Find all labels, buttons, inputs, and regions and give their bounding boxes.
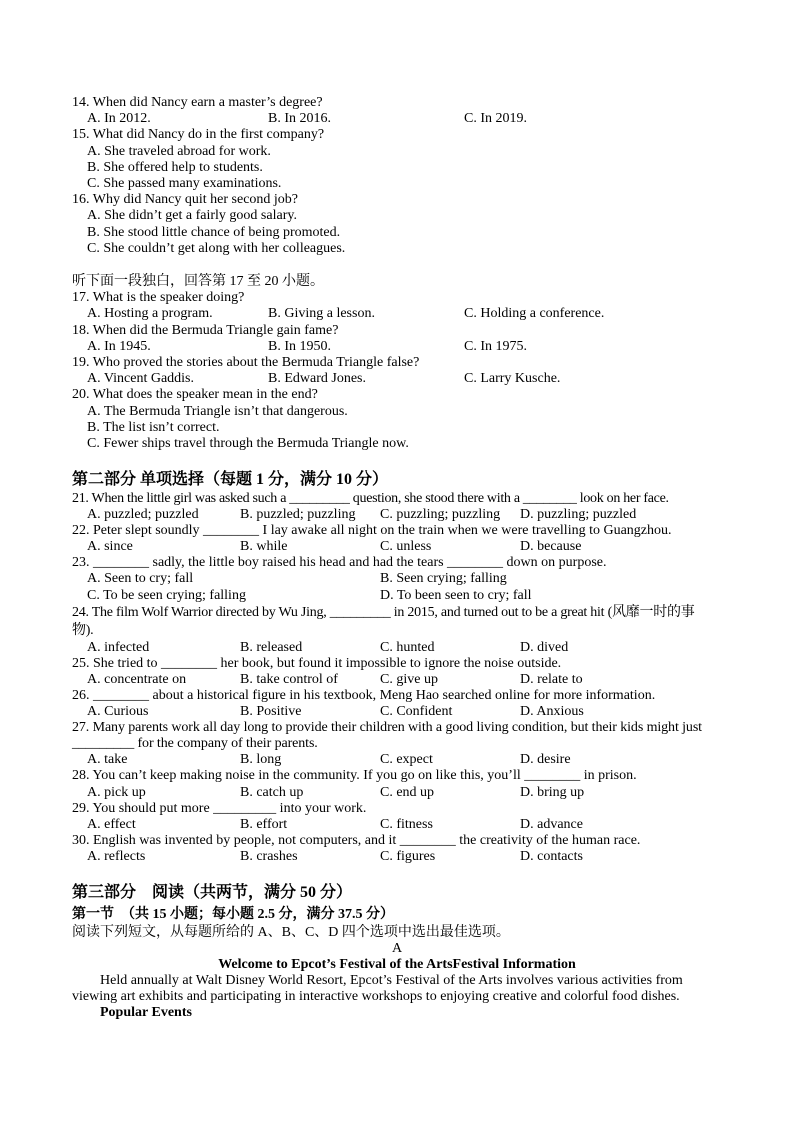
question-29-option-b: B. effort — [240, 816, 288, 832]
passage-label: A — [391, 941, 403, 956]
question-19-option-b: B. Edward Jones. — [268, 371, 366, 387]
question-21-option-c: C. puzzling; puzzling — [380, 507, 501, 523]
question-26-stem: 26. ________ about a historical figure in his textbook, Meng Hao searched online for more information. — [72, 687, 656, 703]
question-15-option-a: A. She traveled abroad for work. — [87, 143, 271, 159]
question-20-stem: 20. What does the speaker mean in the end? — [72, 387, 318, 403]
question-29-option-d: D. advance — [520, 816, 583, 832]
question-21-options — [72, 507, 722, 523]
question-24-option-d: D. dived — [520, 639, 569, 655]
part2-title: 第二部分 单项选择（每题 1 分，满分 10 分） — [72, 471, 389, 488]
question-25-option-b: B. take control of — [240, 671, 338, 687]
part3-section1-title: 第一节 （共 15 小题；每小题 2.5 分，满分 37.5 分） — [72, 907, 394, 922]
question-25-option-d: D. relate to — [520, 671, 583, 687]
question-18-options — [72, 339, 722, 355]
question-26-option-a: A. Curious — [87, 704, 149, 720]
question-15-option-b: B. She offered help to students. — [87, 159, 263, 175]
question-26-option-b: B. Positive — [240, 704, 302, 720]
question-23-option-c: C. To be seen crying; falling — [87, 587, 246, 603]
question-26-option-c: C. Confident — [380, 704, 453, 720]
question-24-option-c: C. hunted — [380, 639, 435, 655]
question-19-options — [72, 371, 722, 387]
question-26-option-d: D. Anxious — [520, 704, 584, 720]
question-28-option-b: B. catch up — [240, 784, 304, 800]
question-27-option-b: B. long — [240, 752, 282, 768]
question-30-stem: 30. English was invented by people, not computers, and it ________ the creativity of the human race. — [72, 832, 641, 848]
question-30-option-a: A. reflects — [87, 848, 146, 864]
question-23-options-row2 — [72, 588, 722, 604]
question-23-option-b: B. Seen crying; falling — [380, 571, 507, 587]
question-28-options — [72, 785, 722, 801]
part3-content — [72, 905, 722, 1021]
question-18-option-b: B. In 1950. — [268, 338, 331, 354]
question-28-stem: 28. You can’t keep making noise in the community. If you go on like this, you’ll ________ in prison. — [72, 768, 637, 784]
question-19-stem: 19. Who proved the stories about the Bermuda Triangle false? — [72, 354, 420, 370]
question-19-option-a: A. Vincent Gaddis. — [87, 371, 194, 387]
question-29-options — [72, 817, 722, 833]
question-14-options — [72, 111, 722, 127]
part2-questions — [72, 491, 722, 865]
question-25-option-c: C. give up — [380, 671, 438, 687]
passage-paragraph: Held annually at Walt Disney World Resort, Epcot’s Festival of the Arts involves various activities from viewing art exhibits and participating in interactive workshops to enjoying creative and colorful food dishes. — [72, 973, 683, 1004]
question-29-stem: 29. You should put more _________ into your work. — [72, 800, 367, 816]
question-21-option-b: B. puzzled; puzzling — [240, 507, 356, 523]
question-23-stem: 23. ________ sadly, the little boy raised his head and had the tears ________ down on purpose. — [72, 555, 607, 571]
question-27-option-c: C. expect — [380, 752, 433, 768]
listening-instruction: 听下面一段独白，回答第 17 至 20 小题。 — [72, 274, 324, 289]
question-17-option-b: B. Giving a lesson. — [268, 306, 375, 322]
question-25-option-a: A. concentrate on — [87, 671, 187, 687]
question-16-stem: 16. Why did Nancy quit her second job? — [72, 192, 299, 208]
question-30-option-b: B. crashes — [240, 848, 298, 864]
question-27-option-d: D. desire — [520, 752, 571, 768]
question-16-option-c: C. She couldn’t get along with her colleagues. — [87, 240, 346, 256]
question-25-options — [72, 672, 722, 688]
question-17-option-a: A. Hosting a program. — [87, 306, 213, 322]
question-17-option-c: C. Holding a conference. — [464, 306, 605, 322]
question-28-option-c: C. end up — [380, 784, 435, 800]
question-14-option-c: C. In 2019. — [464, 111, 527, 127]
question-28-option-a: A. pick up — [87, 784, 146, 800]
question-23-option-a: A. Seen to cry; fall — [87, 571, 194, 587]
question-29-option-a: A. effect — [87, 816, 136, 832]
part3-title: 第三部分 阅读（共两节，满分 50 分） — [72, 884, 353, 901]
question-27-stem: 27. Many parents work all day long to provide their children with a good living condition, but their kids might just _________ for the company of their parents. — [72, 720, 702, 752]
question-25-stem: 25. She tried to ________ her book, but found it impossible to ignore the noise outside. — [72, 655, 562, 671]
question-24-options — [72, 640, 722, 656]
question-22-options — [72, 539, 722, 555]
question-29-option-c: C. fitness — [380, 816, 433, 832]
question-22-option-d: D. because — [520, 539, 582, 555]
listening-questions-17-20 — [72, 274, 722, 452]
question-30-option-d: D. contacts — [520, 848, 583, 864]
question-22-option-c: C. unless — [380, 539, 432, 555]
question-18-stem: 18. When did the Bermuda Triangle gain fame? — [72, 322, 339, 338]
part3-instruction: 阅读下列短文，从每题所给的 A、B、C、D 四个选项中选出最佳选项。 — [72, 925, 510, 940]
question-22-stem: 22. Peter slept soundly ________ I lay awake all night on the train when we were travelling to Guangzhou. — [72, 523, 672, 539]
question-20-option-a: A. The Bermuda Triangle isn’t that dangerous. — [87, 403, 348, 419]
part2-header — [72, 470, 722, 490]
question-15-stem: 15. What did Nancy do in the first company? — [72, 127, 325, 143]
question-14-stem: 14. When did Nancy earn a master’s degree? — [72, 95, 323, 110]
question-20-option-b: B. The list isn’t correct. — [87, 419, 220, 435]
question-15-option-c: C. She passed many examinations. — [87, 175, 282, 191]
question-22-option-a: A. since — [87, 539, 133, 555]
question-21-option-d: D. puzzling; puzzled — [520, 507, 637, 523]
passage-subheading: Popular Events — [100, 1005, 192, 1020]
passage-title: Welcome to Epcot’s Festival of the ArtsFestival Information — [218, 957, 576, 972]
question-19-option-c: C. Larry Kusche. — [464, 371, 561, 387]
question-23-options-row1 — [72, 571, 722, 587]
question-22-option-b: B. while — [240, 539, 288, 555]
question-30-option-c: C. figures — [380, 848, 436, 864]
question-21-option-a: A. puzzled; puzzled — [87, 507, 199, 523]
question-14-option-a: A. In 2012. — [87, 111, 151, 127]
question-24-option-b: B. released — [240, 639, 303, 655]
question-21-stem: 21. When the little girl was asked such a _________ question, she stood there with a ________ look on her face. — [72, 491, 669, 506]
question-17-options — [72, 306, 722, 322]
question-20-option-c: C. Fewer ships travel through the Bermuda Triangle now. — [87, 435, 409, 451]
listening-questions-14-16 — [72, 95, 722, 257]
question-24-stem: 24. The film Wolf Warrior directed by Wu Jing, _________ in 2015, and turned out to be a great hit (风靡一时的事 物). — [72, 604, 695, 638]
question-27-option-a: A. take — [87, 752, 128, 768]
question-24-option-a: A. infected — [87, 639, 150, 655]
question-26-options — [72, 704, 722, 720]
question-28-option-d: D. bring up — [520, 784, 585, 800]
question-30-options — [72, 849, 722, 865]
question-18-option-c: C. In 1975. — [464, 338, 527, 354]
part3-header — [72, 883, 722, 903]
question-18-option-a: A. In 1945. — [87, 338, 151, 354]
question-17-stem: 17. What is the speaker doing? — [72, 290, 245, 306]
question-16-option-a: A. She didn’t get a fairly good salary. — [87, 208, 297, 224]
question-14-option-b: B. In 2016. — [268, 111, 331, 127]
question-16-option-b: B. She stood little chance of being promoted. — [87, 224, 341, 240]
question-27-options — [72, 752, 722, 768]
question-23-option-d: D. To been seen to cry; fall — [380, 587, 532, 603]
